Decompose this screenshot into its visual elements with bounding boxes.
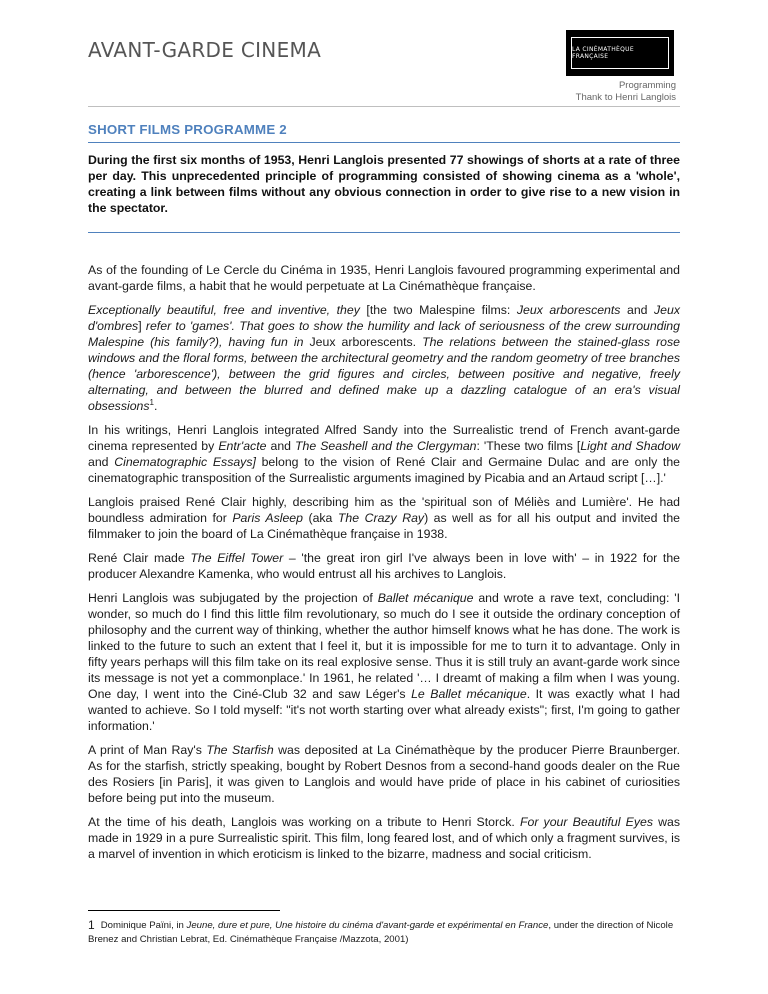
p3-span-2: and (266, 439, 296, 453)
p7-span-1: The Starfish (206, 743, 274, 757)
paragraph-3 (88, 422, 680, 486)
lead-paragraph: During the first six months of 1953, Henri Langlois presented 77 showings of shorts at a rate of three per day. This unprecedented principle of programming consisted of showing cinema as a 'whole', creating a link between films without any obvious connection in order to give rise to a new vision in the spectator. (88, 153, 680, 215)
p5-span-0: René Clair made (88, 551, 191, 565)
paragraph-7 (88, 742, 680, 806)
p2-span-7: Jeux arborescents. (303, 335, 423, 349)
p6-span-4: . It was exactly what I had wanted to achieve. So I told myself: "it's not worth starting over what already exists"; first, I'm going to gather information.' (88, 687, 681, 733)
footnote-part-0: Dominique Païni, in (100, 920, 187, 931)
p4-span-0: Langlois praised René Clair highly, describing him as the 'spiritual son of Méliès and Lumière'. He had boundless admiration for (88, 495, 680, 525)
header-divider (88, 106, 680, 107)
lead-rule (88, 232, 680, 233)
footnote-book-title: Jeune, dure et pure, Une histoire du cinéma d'avant-garde et expérimental en France (186, 920, 549, 931)
footnote-ref: 1 (149, 397, 154, 407)
p4-span-2: (aka (302, 511, 338, 525)
p4-span-3: The Crazy Ray (337, 511, 425, 525)
footnote (88, 918, 680, 947)
p6-span-3: Le Ballet mécanique (411, 687, 527, 701)
paragraph-2 (88, 302, 680, 414)
body-text (88, 262, 680, 870)
header-right-block (576, 80, 676, 104)
footnote-number: 1 (88, 918, 95, 932)
document-header-title: AVANT-GARDE CINEMA (88, 38, 322, 62)
p5-span-2: – 'the great iron girl I've always been in love with' – in 1922 for the producer Alexandre Kamenka, who would entrust all his archives to Langlois. (88, 551, 680, 581)
p3-span-7: Cinematographic Essays] (114, 455, 256, 469)
p8-span-1: For your Beautiful Eyes (519, 815, 653, 829)
footnote-divider (88, 910, 280, 911)
paragraph-8 (88, 814, 680, 862)
p3-span-1: Entr'acte (218, 439, 267, 453)
p2-span-2: Jeux arborescents (516, 303, 621, 317)
paragraph-1: As of the founding of Le Cercle du Cinéma in 1935, Henri Langlois favoured programming experimental and avant-garde films, a habit that he would perpetuate at La Cinémathèque française. (88, 263, 680, 293)
p3-span-6: and (88, 455, 115, 469)
p6-span-2: and wrote a rave text, concluding: 'I wonder, so much do I find this little film revolutionary, so much do I see it outside the ordinary conception of philosophy and the current way of thinking, whether the author himself knows what he has done. The work is linked to the future to such an extent that I feel it, but it is impossible for me to turn it to advantage. Only in fifty years perhaps will this film take on its real explosive sense. Thus it is still truly an avant-garde work since its message is not yet a commonplace.' In 1961, he related '… I dreamt of making a film when I was young. One day, I went into the Ciné-Club 32 and saw Léger's (88, 591, 681, 701)
p5-span-1: The Eiffel Tower (190, 551, 284, 565)
p7-span-2: was deposited at La Cinémathèque by the producer Pierre Braunberger. As for the starfish, strictly speaking, bought by Robert Desnos from a second-hand goods dealer on the Rue des Rosiers [in Paris], it was given to Langlois and would have pride of place in his cabinet of curiosities before being put into the museum. (88, 743, 680, 805)
p6-span-1: Ballet mécanique (377, 591, 474, 605)
p2-span-4: Jeux d'ombres (88, 303, 681, 333)
p2-span-3: and (620, 303, 655, 317)
p3-span-3: The Seashell and the Clergyman (295, 439, 477, 453)
footnote-part-2: , under the direction of Nicole Brenez and Christian Lebrat, Ed. Cinémathèque Française /Mazzota, 2001) (88, 920, 674, 945)
paragraph-5 (88, 550, 680, 582)
p2-span-1: [the two Malespine films: (359, 303, 517, 317)
p3-span-8: belong to the vision of René Clair and Germaine Dulac and are only the cinematographic transposition of the Surrealistic arguments imagined by Picabia and an Artaud script […].' (88, 455, 680, 485)
p2-span-6: refer to 'games'. That goes to show the humility and lack of seriousness of the crew surrounding Malespine (his family?), having fun in (88, 319, 680, 349)
logo-text: LA CINÉMATHÈQUE FRANÇAISE (571, 37, 669, 69)
paragraph-4 (88, 494, 680, 542)
p4-span-1: Paris Asleep (232, 511, 303, 525)
p3-span-4: : 'These two films [ (476, 439, 581, 453)
p8-span-0: At the time of his death, Langlois was working on a tribute to Henri Storck. (88, 815, 520, 829)
header-programming: Programming (618, 80, 676, 91)
p2-span-10: . (153, 399, 158, 413)
section-title: SHORT FILMS PROGRAMME 2 (88, 122, 287, 137)
p2-span-8: The relations between the stained-glass rose windows and the floral forms, between the architectural geometry and the random geometry of tree branches (hence 'arborescence'), between the grid figures and circles, between positive and negative, freely alternating, and between the blurred and defined make up a dazzling catalogue of an era's visual obsessions (88, 335, 681, 413)
p6-span-0: Henri Langlois was subjugated by the projection of (88, 591, 378, 605)
p8-span-2: was made in 1929 in a pure Surrealistic spirit. This film, long feared lost, and of which only a fragment survives, is a marvel of invention in which eroticism is linked to the bizarre, madness and social criticism. (88, 815, 680, 861)
p4-span-4: ) as well as for all his output and invited the filmmaker to join the board of La Cinémathèque française in 1938. (88, 511, 681, 541)
p2-span-5: ] (138, 319, 146, 333)
p2-span-0: Exceptionally beautiful, free and inventive, they (88, 303, 360, 317)
header-thanks: Thank to Henri Langlois (575, 92, 676, 103)
p3-span-5: Light and Shadow (580, 439, 680, 453)
cinematheque-logo (566, 30, 674, 76)
p7-span-0: A print of Man Ray's (88, 743, 207, 757)
p3-span-0: In his writings, Henri Langlois integrated Alfred Sandy into the Surrealistic trend of French avant-garde cinema represented by (88, 423, 680, 453)
section-title-rule (88, 142, 680, 143)
paragraph-6 (88, 590, 680, 734)
